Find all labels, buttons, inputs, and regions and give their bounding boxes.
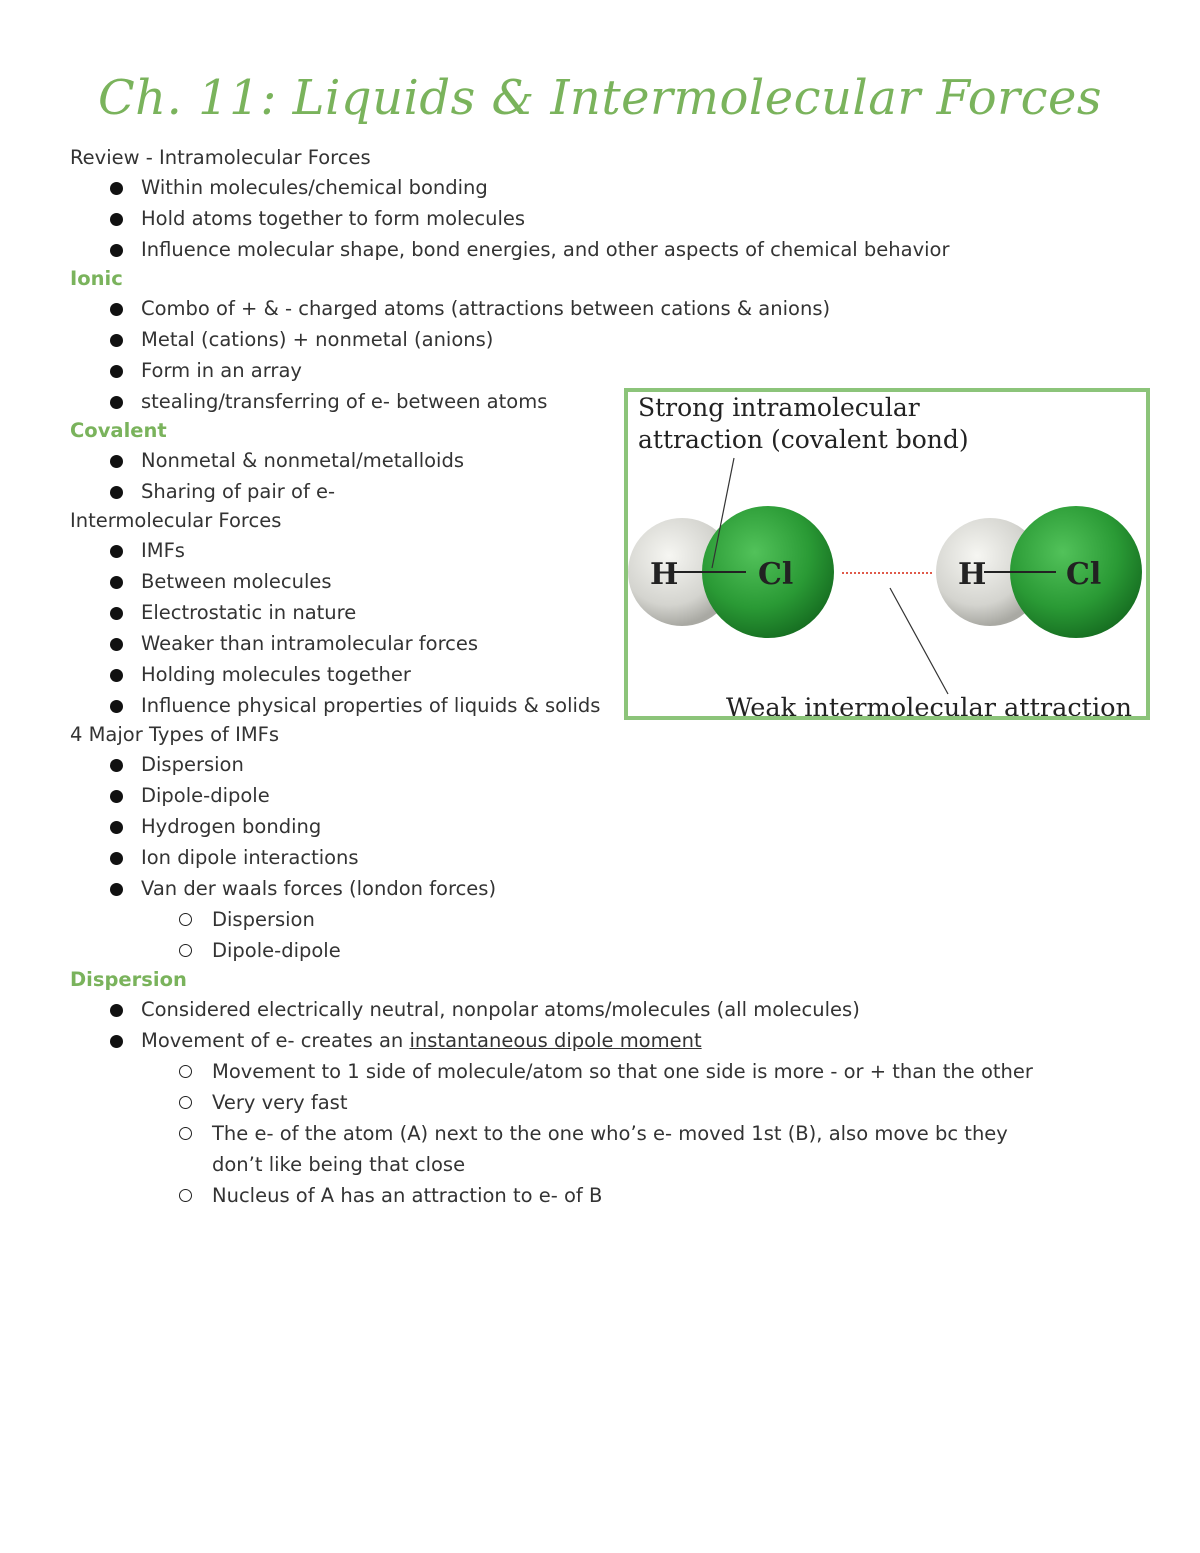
sub-list-item: Nucleus of A has an attraction to e- of B [70, 1180, 1150, 1211]
list-item: IMFs [70, 535, 1150, 566]
types-list [70, 749, 1150, 966]
hcl-molecule-diagram [628, 392, 1146, 716]
covalent-heading: Covalent [70, 419, 167, 442]
sub-list-item: Very very fast [70, 1087, 1150, 1118]
list-item: Weaker than intramolecular forces [70, 628, 1150, 659]
list-item: Hold atoms together to form molecules [70, 203, 1150, 234]
list-item: stealing/transferring of e- between atoms [70, 386, 1150, 417]
strong-label-line2: attraction (covalent bond) [638, 425, 969, 454]
list-item: Combo of + & - charged atoms (attractions between cations & anions) [70, 293, 1150, 324]
sub-list-item: Movement to 1 side of molecule/atom so that one side is more - or + than the other [70, 1056, 1150, 1087]
list-item: Hydrogen bonding [70, 811, 1150, 842]
ionic-heading: Ionic [70, 267, 123, 290]
list-item: Considered electrically neutral, nonpolar atoms/molecules (all molecules) [70, 994, 1150, 1025]
review-heading: Review - Intramolecular Forces [70, 146, 371, 169]
hcl-figure [624, 388, 1150, 720]
list-item: Form in an array [70, 355, 1150, 386]
list-item: Within molecules/chemical bonding [70, 172, 1150, 203]
strong-label-line1: Strong intramolecular [638, 393, 920, 422]
atom-label-cl-1: Cl [758, 557, 794, 592]
types-heading: 4 Major Types of IMFs [70, 723, 280, 746]
list-item: Metal (cations) + nonmetal (anions) [70, 324, 1150, 355]
list-item: Between molecules [70, 566, 1150, 597]
list-item: Influence molecular shape, bond energies, and other aspects of chemical behavior [70, 234, 1150, 265]
weak-pointer-line [890, 588, 948, 694]
list-item: Influence physical properties of liquids & solids [70, 690, 1150, 721]
atom-label-h-1: H [650, 557, 679, 592]
dispersion-heading: Dispersion [70, 968, 187, 991]
review-list [70, 172, 1150, 265]
list-item: Dipole-dipole [70, 780, 1150, 811]
underlined-term: instantaneous dipole moment [409, 1029, 702, 1052]
list-item: Electrostatic in nature [70, 597, 1150, 628]
list-item: Ion dipole interactions [70, 842, 1150, 873]
sub-list-item: Dipole-dipole [70, 935, 1150, 966]
weak-label: Weak intermolecular attraction [726, 693, 1132, 716]
list-item [70, 1025, 1150, 1056]
page-title: Ch. 11: Liquids & Intermolecular Forces [97, 70, 1103, 126]
atom-label-h-2: H [958, 557, 987, 592]
sub-list-item: The e- of the atom (A) next to the one who’s e- moved 1st (B), also move bc they don’t like being that close [70, 1118, 1052, 1180]
list-item: Van der waals forces (london forces) [70, 873, 1150, 904]
list-item: Dispersion [70, 749, 1150, 780]
dispersion-list [70, 994, 1150, 1211]
list-item-text: Movement of e- creates an [141, 1029, 410, 1052]
list-item: Holding molecules together [70, 659, 1150, 690]
atom-label-cl-2: Cl [1066, 557, 1102, 592]
sub-list-item: Dispersion [70, 904, 1150, 935]
list-item: Sharing of pair of e- [70, 476, 1150, 507]
imf-heading: Intermolecular Forces [70, 509, 282, 532]
list-item: Nonmetal & nonmetal/metalloids [70, 445, 1150, 476]
